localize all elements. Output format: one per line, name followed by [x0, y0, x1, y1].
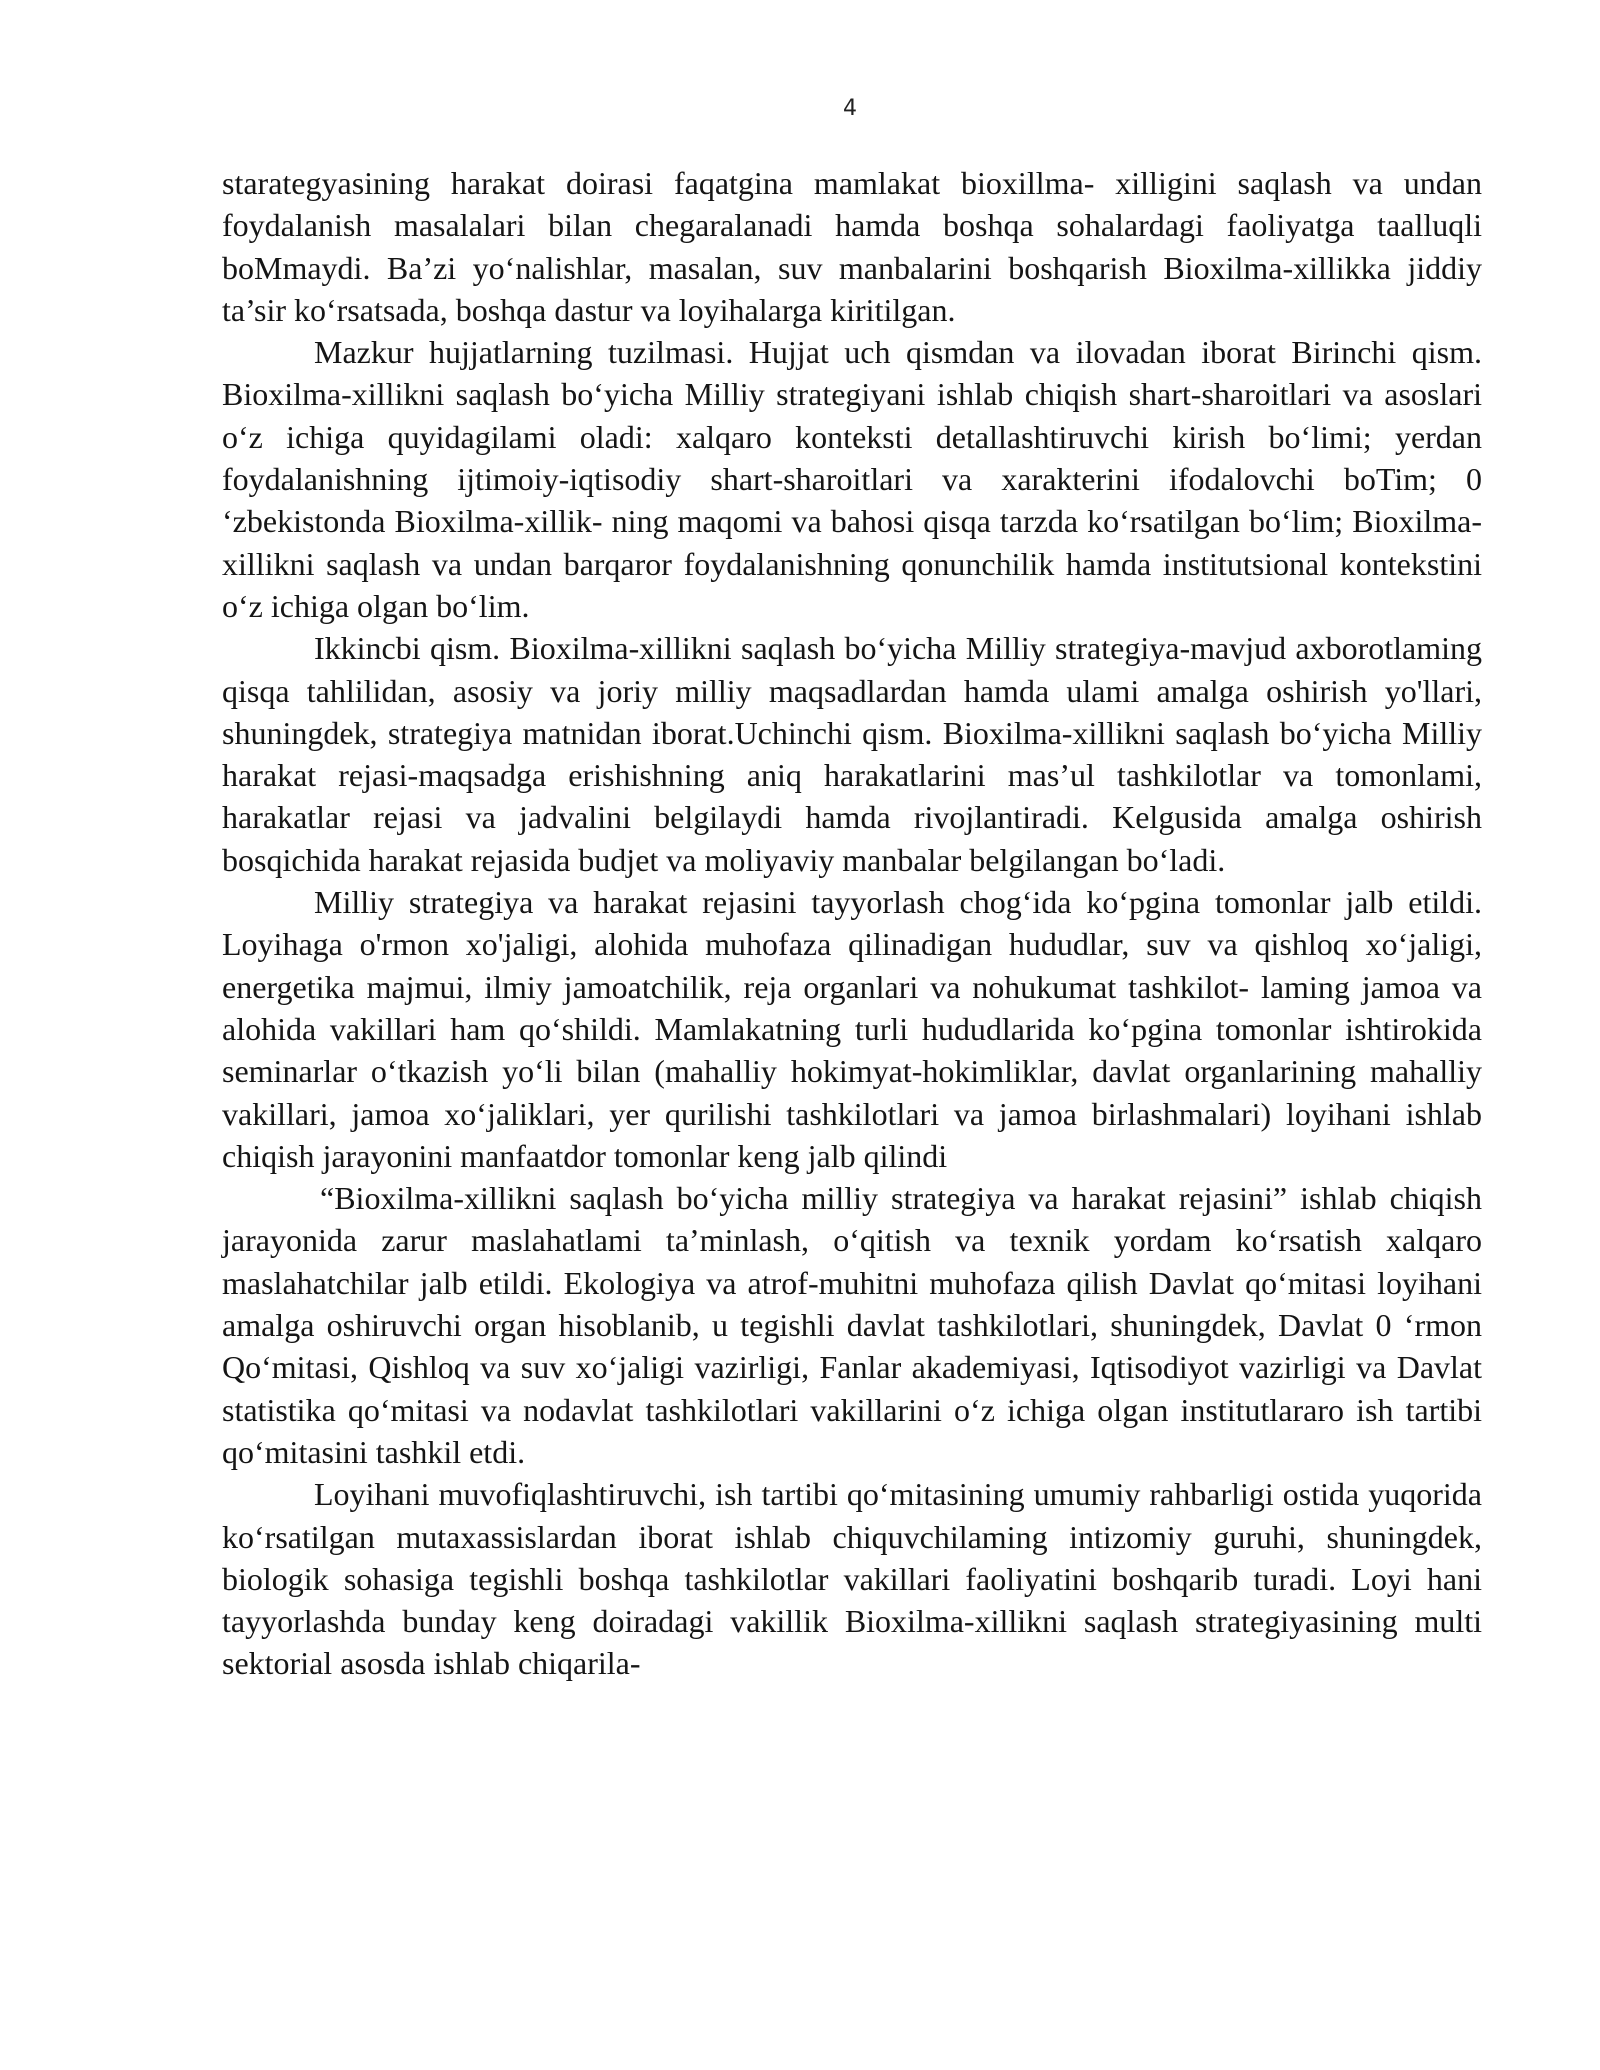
body-text [222, 162, 1482, 1685]
paragraph: “Bioxilma-xillikni saqlash bo‘yicha milliy strategiya va harakat rejasini” ishlab chiqish jarayonida zarur maslahatlami ta’minlash, o‘qitish va texnik yordam ko‘rsatish xalqaro maslahatchilar jalb etildi. Ekologiya va atrof-muhitni muhofaza qilish Davlat qo‘mitasi loyihani amalga oshiruvchi organ hisoblanib, u tegishli davlat tashkilotlari, shuningdek, Davlat 0 ‘rmon Qo‘mitasi, Qishloq va suv xo‘jaligi vazirligi, Fanlar akademiyasi, Iqtisodiyot vazirligi va Davlat statistika qo‘mitasi va nodavlat tashkilotlari vakillarini o‘z ichiga olgan institutlararo ish tartibi qo‘mitasini tashkil etdi. [222, 1180, 1482, 1470]
paragraph: Loyihani muvofiqlashtiruvchi, ish tartibi qo‘mitasining umumiy rahbarligi ostida yuqorida ko‘rsatilgan mutaxassislardan iborat ishlab chiquvchilaming intizomiy guruhi, shuningdek, biologik sohasiga tegishli boshqa tashkilotlar vakillari faoliyatini boshqarib turadi. Loyi hani tayyorlashda bunday keng doiradagi vakillik Bioxilma-xillikni saqlash strategiyasining multi sektorial asosda ishlab chiqarila- [222, 1476, 1482, 1682]
page-number: 4 [843, 96, 857, 121]
paragraph: Mazkur hujjatlarning tuzilmasi. Hujjat uch qismdan va ilovadan iborat Birinchi qism. Bioxilma-xillikni saqlash bo‘yicha Milliy strategiyani ishlab chiqish shart-sharoitlari va asoslari o‘z ichiga quyidagilami oladi: xalqaro konteksti detallashtiruvchi kirish bo‘limi; yerdan foydalanishning ijtimoiy-iqtisodiy shart-sharoitlari va xarakterini ifodalovchi boTim; 0 ‘zbekistonda Bioxilma-xillik- ning maqomi va bahosi qisqa tarzda ko‘rsatilgan bo‘lim; Bioxilma- xillikni saqlash va undan barqaror foydalanishning qonunchilik hamda institutsional kontekstini o‘z ichiga olgan bo‘lim. [222, 334, 1482, 624]
paragraph: starategyasining harakat doirasi faqatgina mamlakat bioxillma- xilligini saqlash va undan foydalanish masalalari bilan chegaralanadi hamda boshqa sohalardagi faoliyatga taalluqli boMmaydi. Ba’zi yo‘nalishlar, masalan, suv manbalarini boshqarish Bioxilma-xillikka jiddiy ta’sir ko‘rsatsada, boshqa dastur va loyihalarga kiritilgan. [222, 165, 1482, 328]
paragraph: Milliy strategiya va harakat rejasini tayyorlash chog‘ida ko‘pgina tomonlar jalb etildi. Loyihaga o'rmon xo'jaligi, alohida muhofaza qilinadigan hududlar, suv va qishloq xo‘jaligi, energetika majmui, ilmiy jamoatchilik, reja organlari va nohukumat tashkilot- laming jamoa va alohida vakillari ham qo‘shildi. Mamlakatning turli hududlarida ko‘pgina tomonlar ishtirokida seminarlar o‘tkazish yo‘li bilan (mahalliy hokimyat-hokimliklar, davlat organlarining mahalliy vakillari, jamoa xo‘jaliklari, yer qurilishi tashkilotlari va jamoa birlashmalari) loyihani ishlab chiqish jarayonini manfaatdor tomonlar keng jalb qilindi [222, 884, 1482, 1174]
paragraph: Ikkincbi qism. Bioxilma-xillikni saqlash bo‘yicha Milliy strategiya-mavjud axborotlaming qisqa tahlilidan, asosiy va joriy milliy maqsadlardan hamda ulami amalga oshirish yo'llari, shuningdek, strategiya matnidan iborat.Uchinchi qism. Bioxilma-xillikni saqlash bo‘yicha Milliy harakat rejasi-maqsadga erishishning aniq harakatlarini mas’ul tashkilotlar va tomonlami, harakatlar rejasi va jadvalini belgilaydi hamda rivojlantiradi. Kelgusida amalga oshirish bosqichida harakat rejasida budjet va moliyaviy manbalar belgilangan bo‘ladi. [222, 630, 1482, 878]
